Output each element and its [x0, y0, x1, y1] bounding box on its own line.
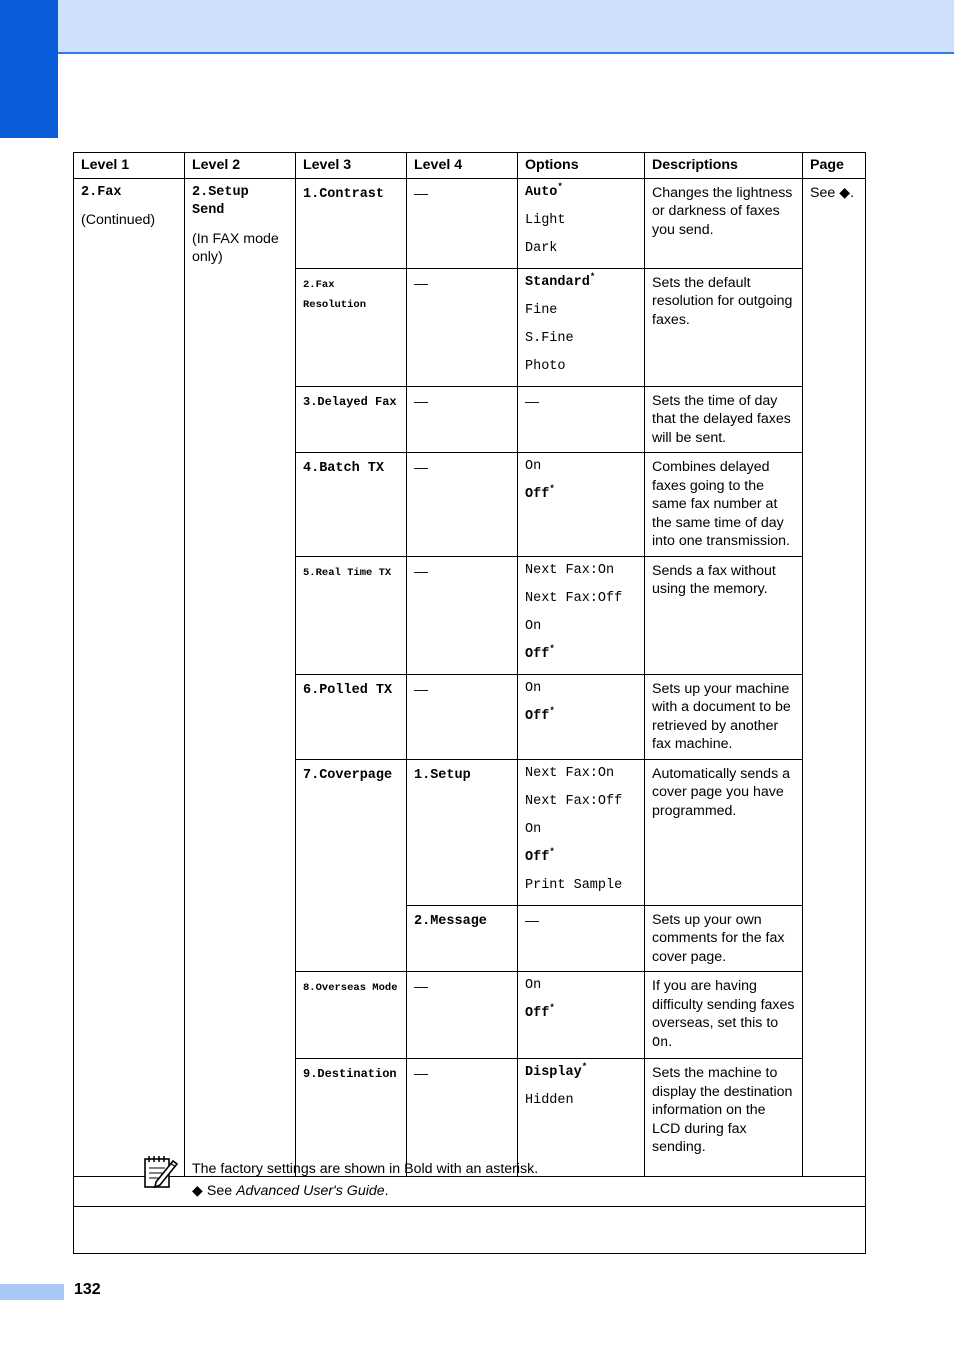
options-cell: [518, 972, 645, 1059]
page-ref-text: See: [810, 184, 840, 201]
header-level3: Level 3: [296, 153, 407, 179]
level4-cell: [407, 972, 518, 1059]
description-cell: Sets the machine to display the destination information on the LCD during fax sending.: [645, 1059, 803, 1177]
legend-guide-title: Advanced User's Guide: [236, 1183, 385, 1199]
legend-cell: [74, 1177, 866, 1207]
header-descriptions: Descriptions: [645, 153, 803, 179]
options-cell: [518, 268, 645, 386]
default-asterisk: *: [557, 181, 563, 192]
option-item: [525, 844, 637, 872]
option-item: [525, 269, 637, 297]
default-asterisk: *: [589, 271, 596, 282]
option-item: On: [525, 821, 542, 837]
options-cell: [518, 556, 645, 674]
settings-table: [73, 152, 866, 1254]
options-cell: [518, 1059, 645, 1177]
level1-note: (Continued): [81, 212, 156, 228]
level3-label: 4.Batch TX: [303, 461, 385, 476]
header-level4: Level 4: [407, 153, 518, 179]
default-asterisk: *: [549, 705, 555, 716]
option-text: Standard: [525, 274, 590, 290]
level4-cell: [407, 759, 518, 905]
description-cell: [645, 972, 803, 1059]
page-number: 132: [74, 1281, 101, 1298]
note-cell: [74, 1206, 866, 1253]
option-item: Hidden: [525, 1093, 574, 1108]
option-text: Off: [525, 487, 550, 502]
default-asterisk: *: [581, 1062, 588, 1072]
level4-cell: [407, 268, 518, 386]
level4-label: —: [414, 274, 428, 291]
option-item: Print Sample: [525, 877, 623, 893]
header-level2: Level 2: [185, 153, 296, 179]
level4-label: —: [414, 459, 428, 475]
level3-cell: [296, 178, 407, 268]
level3-label: 6.Polled TX: [303, 682, 393, 698]
option-item: Next Fax:Off: [525, 590, 623, 606]
option-text: Off: [525, 849, 550, 865]
default-asterisk: *: [549, 846, 555, 857]
level3-label: 9.Destination: [303, 1067, 397, 1081]
default-asterisk: *: [549, 1003, 555, 1013]
level4-label: —: [414, 562, 428, 579]
diamond-icon: ◆: [192, 1183, 203, 1199]
option-item: On: [525, 618, 542, 634]
level3-label: 3.Delayed Fax: [303, 394, 397, 409]
option-text: Display: [525, 1065, 582, 1080]
page-number-bar: [0, 1284, 64, 1300]
level4-cell: [407, 1059, 518, 1177]
description-text: If you are having difficulty sending faxes overseas, set this to: [652, 978, 795, 1031]
note-pencil-icon: [142, 1154, 178, 1190]
option-item: Dark: [525, 240, 558, 256]
level4-label: —: [414, 680, 428, 697]
level3-label: 1.Contrast: [303, 186, 385, 202]
option-item: On: [525, 680, 542, 696]
description-cell: Automatically sends a cover page you have programmed.: [645, 759, 803, 905]
header-band: [58, 0, 954, 54]
description-cell: Sets up your own comments for the fax cover page.: [645, 905, 803, 972]
page-ref-suffix: .: [850, 184, 855, 201]
options-cell: [518, 905, 645, 972]
option-text: Auto: [525, 184, 558, 200]
description-cell: Sets up your machine with a document to be retrieved by another fax machine.: [645, 674, 803, 759]
option-item: Light: [525, 212, 566, 228]
level4-label: 1.Setup: [414, 767, 471, 783]
legend-row: [74, 1177, 866, 1207]
option-item: Next Fax:Off: [525, 793, 623, 809]
table-row: [74, 178, 866, 268]
note-text: The factory settings are shown in Bold with an asterisk.: [192, 1161, 539, 1177]
description-cell: Sends a fax without using the memory.: [645, 556, 803, 674]
option-item: [525, 641, 637, 669]
level4-label: —: [414, 392, 428, 409]
description-cell: Combines delayed faxes going to the same fax number at the same time of day into one transmission.: [645, 453, 803, 557]
level4-label: —: [414, 978, 428, 994]
level1-cell: [74, 178, 185, 1177]
option-dash: —: [525, 911, 539, 928]
level3-cell: [296, 674, 407, 759]
header-options: Options: [518, 153, 645, 179]
options-cell: [518, 674, 645, 759]
level1-code: 2.Fax: [81, 184, 122, 200]
option-item: Fine: [525, 302, 558, 318]
option-item: [525, 1059, 637, 1087]
option-item: On: [525, 459, 542, 474]
level3-label: 8.Overseas Mode: [303, 982, 398, 994]
level4-label: —: [414, 1065, 428, 1081]
option-item: [525, 703, 637, 731]
level4-cell: [407, 453, 518, 557]
level4-label: —: [414, 184, 428, 201]
header-page: Page: [803, 153, 866, 179]
description-cell: Sets the time of day that the delayed faxes will be sent.: [645, 386, 803, 453]
level3-cell: [296, 759, 407, 972]
level3-cell: [296, 1059, 407, 1177]
page-cell: [803, 178, 866, 1177]
options-cell: [518, 759, 645, 905]
description-end: .: [668, 1033, 673, 1050]
level3-label: 7.Coverpage: [303, 767, 393, 783]
level4-label: 2.Message: [414, 913, 487, 929]
level2-note: (In FAX mode only): [192, 230, 279, 265]
option-text: Off: [525, 1006, 550, 1021]
option-item: Next Fax:On: [525, 562, 615, 578]
level3-label: 2.Fax Resolution: [303, 278, 367, 311]
level4-cell: [407, 556, 518, 674]
options-cell: [518, 178, 645, 268]
level4-cell: [407, 905, 518, 972]
option-item: Next Fax:On: [525, 765, 615, 781]
option-text: Off: [525, 646, 550, 662]
options-cell: [518, 453, 645, 557]
default-asterisk: *: [549, 643, 555, 654]
level3-cell: [296, 453, 407, 557]
header-level1: Level 1: [74, 153, 185, 179]
note-row: [74, 1206, 866, 1253]
level3-label: 5.Real Time TX: [303, 566, 392, 579]
level3-cell: [296, 268, 407, 386]
option-text: Off: [525, 708, 550, 724]
description-cell: Sets the default resolution for outgoing faxes.: [645, 268, 803, 386]
description-code: On: [652, 1035, 669, 1051]
chapter-tab: [0, 0, 58, 138]
option-item: On: [525, 978, 542, 993]
option-item: [525, 1000, 637, 1028]
level2-code: 2.Setup Send: [192, 184, 249, 218]
option-dash: —: [525, 392, 539, 409]
level4-cell: [407, 178, 518, 268]
level3-cell: [296, 972, 407, 1059]
level4-cell: [407, 674, 518, 759]
level4-cell: [407, 386, 518, 453]
level2-cell: [185, 178, 296, 1177]
option-item: Photo: [525, 358, 566, 374]
default-asterisk: *: [549, 484, 555, 494]
option-item: S.Fine: [525, 330, 574, 346]
legend-prefix: See: [202, 1183, 237, 1199]
table-header-row: [74, 153, 866, 179]
option-item: [525, 179, 637, 207]
diamond-icon: ◆: [839, 184, 851, 201]
level3-cell: [296, 386, 407, 453]
legend-suffix: .: [384, 1183, 389, 1199]
option-item: [525, 481, 637, 509]
options-cell: [518, 386, 645, 453]
description-cell: Changes the lightness or darkness of faxes you send.: [645, 178, 803, 268]
level3-cell: [296, 556, 407, 674]
